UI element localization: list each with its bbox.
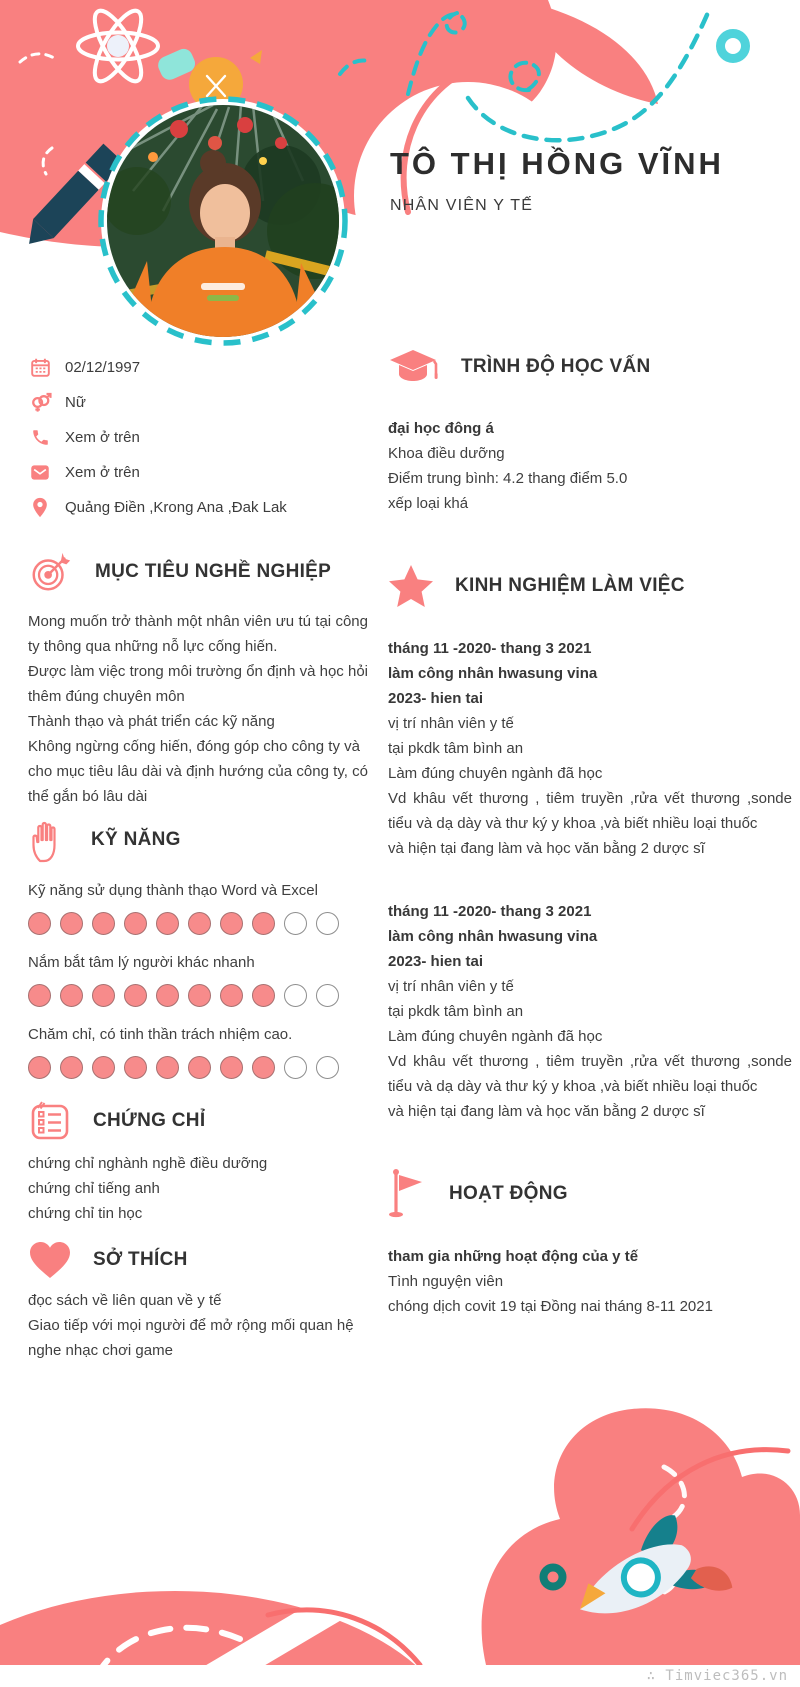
job-title: NHÂN VIÊN Y TẾ xyxy=(390,197,534,214)
experience-description: Vd khâu vết thương , tiêm truyền ,rửa vết thương ,sonde tiểu và dạ dày và thư ký y khoa ,và biết nhiều loại thuốc xyxy=(388,790,792,832)
education-heading: TRÌNH ĐỘ HỌC VẤN xyxy=(461,356,651,377)
objective-body xyxy=(28,609,368,809)
skill-dot xyxy=(28,984,51,1007)
section-skills-heading xyxy=(28,817,368,863)
skill-dot xyxy=(220,912,243,935)
birthday-value: 02/12/1997 xyxy=(65,359,141,376)
activities-heading: HOẠT ĐỘNG xyxy=(449,1183,568,1204)
experience-entry xyxy=(388,636,792,861)
experience-company: làm công nhân hwasung vina xyxy=(388,665,598,682)
experience-line: vị trí nhân viên y tế xyxy=(388,715,514,732)
skill-dot xyxy=(252,984,275,1007)
experience-description: Vd khâu vết thương , tiêm truyền ,rửa vết thương ,sonde tiểu và dạ dày và thư ký y khoa ,và biết nhiều loại thuốc xyxy=(388,1053,792,1095)
skills-list xyxy=(28,882,368,1079)
objective-heading: MỤC TIÊU NGHỀ NGHIỆP xyxy=(95,561,332,582)
section-certificates-heading xyxy=(28,1099,368,1143)
skill-dot xyxy=(316,912,339,935)
skill-dot xyxy=(252,912,275,935)
skill-dot xyxy=(284,912,307,935)
skills-heading: KỸ NĂNG xyxy=(91,829,181,850)
skill-dot xyxy=(284,1056,307,1079)
hobby-item: đọc sách về liên quan về y tế xyxy=(28,1292,222,1309)
location-icon xyxy=(28,497,52,518)
skill-dot xyxy=(188,1056,211,1079)
education-line: Điểm trung bình: 4.2 thang điểm 5.0 xyxy=(388,470,628,487)
activities-block xyxy=(388,1244,792,1319)
email-value: Xem ở trên xyxy=(65,464,140,481)
experience-line: và hiện tại đang làm và học văn bằng 2 dược sĩ xyxy=(388,840,705,857)
skill-dot xyxy=(28,912,51,935)
skill-dot xyxy=(220,984,243,1007)
skill-label: Nắm bắt tâm lý người khác nhanh xyxy=(28,954,255,971)
right-column xyxy=(388,346,792,1319)
phone-value: Xem ở trên xyxy=(65,429,140,446)
certificate-item: chứng chỉ nghành nghề điều dưỡng xyxy=(28,1155,268,1172)
star-icon xyxy=(388,564,434,608)
activities-line: Tình nguyện viên xyxy=(388,1273,504,1290)
activities-bold-line: tham gia những hoạt động của y tế xyxy=(388,1248,639,1265)
education-line: xếp loại khá xyxy=(388,495,469,512)
education-school: đại học đông á xyxy=(388,420,494,437)
certificate-item: chứng chỉ tin học xyxy=(28,1205,143,1222)
hobby-item: Giao tiếp với mọi người để mở rộng mối quan hệ xyxy=(28,1317,354,1334)
skill-dot xyxy=(220,1056,243,1079)
skill-label: Chăm chỉ, có tinh thần trách nhiệm cao. xyxy=(28,1026,293,1043)
contact-row-birthday xyxy=(28,350,368,385)
objective-paragraph: Thành thạo và phát triển các kỹ năng xyxy=(28,713,275,730)
contact-row-gender xyxy=(28,385,368,420)
skill-dots xyxy=(28,984,368,1007)
experience-heading: KINH NGHIỆM LÀM VIỆC xyxy=(455,575,685,596)
contact-row-address xyxy=(28,490,368,525)
phone-icon xyxy=(28,428,52,447)
skill-dots xyxy=(28,1056,368,1079)
experience-period: tháng 11 -2020- thang 3 2021 xyxy=(388,640,592,657)
target-icon xyxy=(28,549,74,595)
skill-dot xyxy=(188,912,211,935)
objective-paragraph: cho mục tiêu lâu dài và định hướng của công ty, có thể gắn bó lâu dài xyxy=(28,763,368,805)
objective-paragraph: Không ngừng cống hiến, đóng góp cho công ty và xyxy=(28,738,360,755)
skill-dot xyxy=(124,984,147,1007)
skill-dot xyxy=(60,1056,83,1079)
skill-dots xyxy=(28,912,368,935)
skill-dot xyxy=(92,1056,115,1079)
contact-row-email xyxy=(28,455,368,490)
experience-period: tháng 11 -2020- thang 3 2021 xyxy=(388,903,592,920)
experience-line: Làm đúng chuyên ngành đã học xyxy=(388,1028,603,1045)
certificates-list xyxy=(28,1151,368,1226)
experience-line: tại pkdk tâm bình an xyxy=(388,740,524,757)
experience-period: 2023- hien tai xyxy=(388,690,484,707)
experience-line: tại pkdk tâm bình an xyxy=(388,1003,524,1020)
certificate-item: chứng chỉ tiếng anh xyxy=(28,1180,160,1197)
certificates-heading: CHỨNG CHỈ xyxy=(93,1110,206,1131)
experience-line: và hiện tại đang làm và học văn bằng 2 dược sĩ xyxy=(388,1103,705,1120)
left-column xyxy=(28,350,368,1363)
gender-value: Nữ xyxy=(65,394,86,411)
address-value: Quảng Điền ,Krong Ana ,Đak Lak xyxy=(65,499,287,516)
activities-line: chóng dịch covit 19 tại Đồng nai tháng 8-11 2021 xyxy=(388,1298,713,1315)
skill-dot xyxy=(252,1056,275,1079)
flag-icon xyxy=(388,1168,428,1220)
checklist-icon xyxy=(28,1099,72,1143)
experience-period: 2023- hien tai xyxy=(388,953,484,970)
experience-entry xyxy=(388,899,792,1124)
footer-decoration xyxy=(0,1347,800,1687)
skill-dot xyxy=(284,984,307,1007)
watermark: ∴ Timviec365.vn xyxy=(646,1668,788,1684)
education-line: Khoa điều dưỡng xyxy=(388,445,505,462)
experience-line: Làm đúng chuyên ngành đã học xyxy=(388,765,603,782)
section-hobbies-heading xyxy=(28,1240,368,1280)
skill-dot xyxy=(156,912,179,935)
skill-dot xyxy=(124,912,147,935)
education-block xyxy=(388,416,792,516)
gender-icon xyxy=(28,392,52,413)
skill-dot xyxy=(28,1056,51,1079)
experience-company: làm công nhân hwasung vina xyxy=(388,928,598,945)
skill-label: Kỹ năng sử dụng thành thạo Word và Excel xyxy=(28,882,318,899)
calendar-icon xyxy=(28,357,52,378)
coral-heart-blob xyxy=(482,1408,800,1665)
section-activities-heading xyxy=(388,1168,792,1220)
contact-row-phone xyxy=(28,420,368,455)
objective-paragraph: Mong muốn trở thành một nhân viên ưu tú tại công ty thông qua những nỗ lực cống hiến. xyxy=(28,613,368,655)
name-block xyxy=(390,146,724,215)
skill-dot xyxy=(60,984,83,1007)
hand-icon xyxy=(28,817,70,863)
hobby-item: nghe nhạc chơi game xyxy=(28,1342,173,1359)
heart-icon xyxy=(28,1240,72,1280)
hobbies-list xyxy=(28,1288,368,1363)
skill-dot xyxy=(92,984,115,1007)
contact-list xyxy=(28,350,368,525)
skill-dot xyxy=(188,984,211,1007)
skill-dot xyxy=(124,1056,147,1079)
section-experience-heading xyxy=(388,564,792,608)
graduation-cap-icon xyxy=(388,346,440,388)
skill-dot xyxy=(316,1056,339,1079)
skill-dot xyxy=(60,912,83,935)
objective-paragraph: Được làm việc trong môi trường ổn định và học hỏi thêm đúng chuyên môn xyxy=(28,663,368,705)
section-objective-heading xyxy=(28,549,368,595)
section-education-heading xyxy=(388,346,792,388)
candidate-name: TÔ THỊ HỒNG VĨNH xyxy=(390,146,724,181)
skill-dot xyxy=(316,984,339,1007)
hobbies-heading: SỞ THÍCH xyxy=(93,1249,188,1270)
teal-donut-icon xyxy=(721,34,746,59)
email-icon xyxy=(28,464,52,481)
skill-dot xyxy=(92,912,115,935)
skill-dot xyxy=(156,984,179,1007)
experience-line: vị trí nhân viên y tế xyxy=(388,978,514,995)
skill-dot xyxy=(156,1056,179,1079)
